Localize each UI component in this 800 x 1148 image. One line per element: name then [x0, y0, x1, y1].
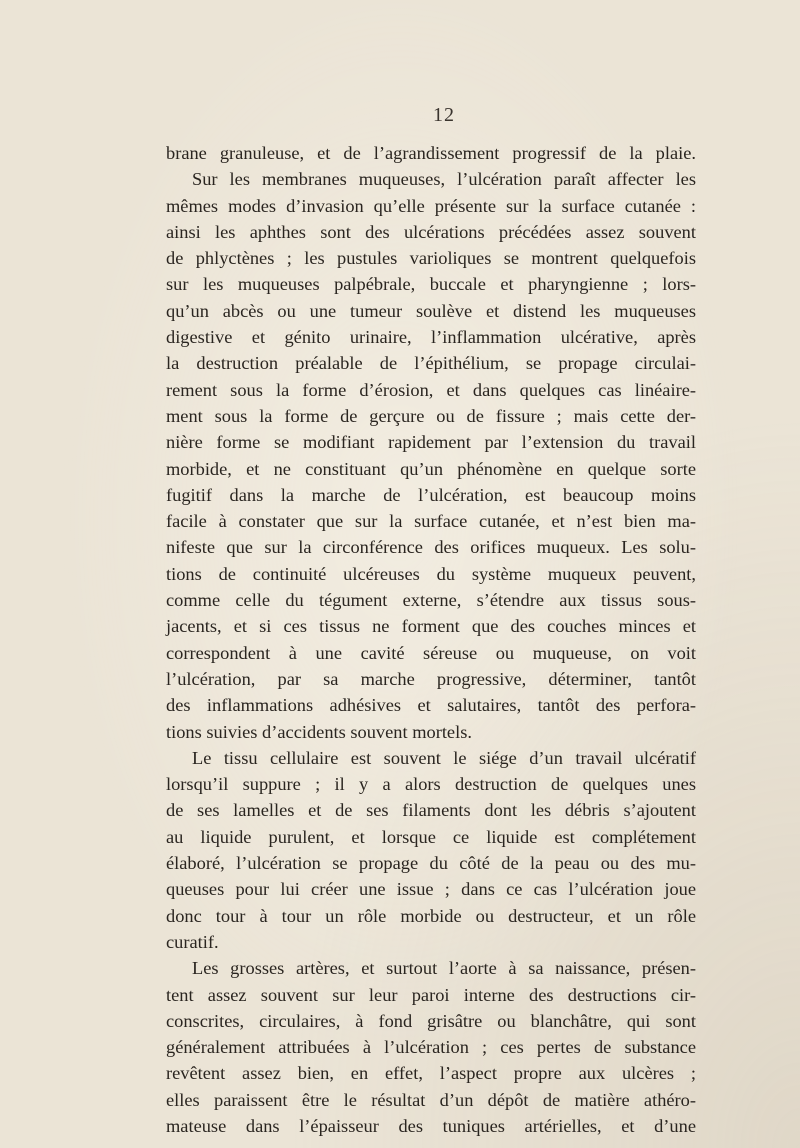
text-line: morbide, et ne constituant qu’un phénomène en quelque sorte — [166, 458, 696, 479]
text-line: Sur les membranes muqueuses, l’ulcération paraît affecter les — [192, 169, 696, 190]
text-line: lorsqu’il suppure ; il y a alors destruction de quelques unes — [166, 774, 696, 795]
text-line: curatif. — [166, 931, 219, 952]
body-text — [166, 140, 696, 1139]
text-line: digestive et génito urinaire, l’inflammation ulcérative, après — [166, 327, 696, 348]
text-line: généralement attribuées à l’ulcération ; ces pertes de substance — [166, 1037, 696, 1058]
text-line: la destruction préalable de l’épithélium, se propage circulai- — [166, 353, 696, 374]
text-line: nière forme se modifiant rapidement par l’extension du travail — [166, 432, 696, 453]
text-line: nifeste que sur la circonférence des orifices muqueux. Les solu- — [166, 537, 696, 558]
text-line: rement sous la forme d’érosion, et dans quelques cas linéaire- — [166, 379, 696, 400]
text-line: tent assez souvent sur leur paroi interne des destructions cir- — [166, 984, 696, 1005]
text-line: elles paraissent être le résultat d’un dépôt de matière athéro- — [166, 1089, 696, 1110]
text-line: Les grosses artères, et surtout l’aorte à sa naissance, présen- — [192, 958, 696, 979]
text-line: donc tour à tour un rôle morbide ou destructeur, et un rôle — [166, 905, 696, 926]
text-line: tions de continuité ulcéreuses du système muqueux peuvent, — [166, 563, 696, 584]
text-line: mateuse dans l’épaisseur des tuniques artérielles, et d’une — [166, 1115, 696, 1136]
text-line: comme celle du tégument externe, s’étendre aux tissus sous- — [166, 590, 696, 611]
text-line: l’ulcération, par sa marche progressive, déterminer, tantôt — [166, 668, 696, 689]
text-line: ainsi les aphthes sont des ulcérations précédées assez souvent — [166, 221, 696, 242]
text-line: facile à constater que sur la surface cutanée, et n’est bien ma- — [166, 511, 696, 532]
text-line: jacents, et si ces tissus ne forment que des couches minces et — [166, 616, 696, 637]
text-line: revêtent assez bien, en effet, l’aspect propre aux ulcères ; — [166, 1063, 696, 1084]
text-line: ment sous la forme de gerçure ou de fissure ; mais cette der- — [166, 405, 696, 426]
text-line: correspondent à une cavité séreuse ou muqueuse, on voit — [166, 642, 696, 663]
text-line: mêmes modes d’invasion qu’elle présente sur la surface cutanée : — [166, 195, 696, 216]
text-line: qu’un abcès ou une tumeur soulève et distend les muqueuses — [166, 300, 696, 321]
text-line: élaboré, l’ulcération se propage du côté de la peau ou des mu- — [166, 853, 696, 874]
text-line: Le tissu cellulaire est souvent le siége d’un travail ulcératif — [192, 747, 696, 768]
text-line: de phlyctènes ; les pustules varioliques se montrent quelquefois — [166, 248, 696, 269]
text-line: fugitif dans la marche de l’ulcération, est beaucoup moins — [166, 484, 696, 505]
text-line: au liquide purulent, et lorsque ce liquide est complétement — [166, 826, 696, 847]
text-line: queuses pour lui créer une issue ; dans ce cas l’ulcération joue — [166, 879, 696, 900]
text-line: de ses lamelles et de ses filaments dont les débris s’ajoutent — [166, 800, 696, 821]
page-number: 12 — [433, 104, 455, 126]
text-line: des inflammations adhésives et salutaires, tantôt des perfora- — [166, 695, 696, 716]
text-line: conscrites, circulaires, à fond grisâtre ou blanchâtre, qui sont — [166, 1010, 696, 1031]
text-line: brane granuleuse, et de l’agrandissement progressif de la plaie. — [166, 143, 696, 163]
text-line: sur les muqueuses palpébrale, buccale et pharyngienne ; lors- — [166, 274, 696, 295]
text-line: tions suivies d’accidents souvent mortels. — [166, 721, 472, 742]
